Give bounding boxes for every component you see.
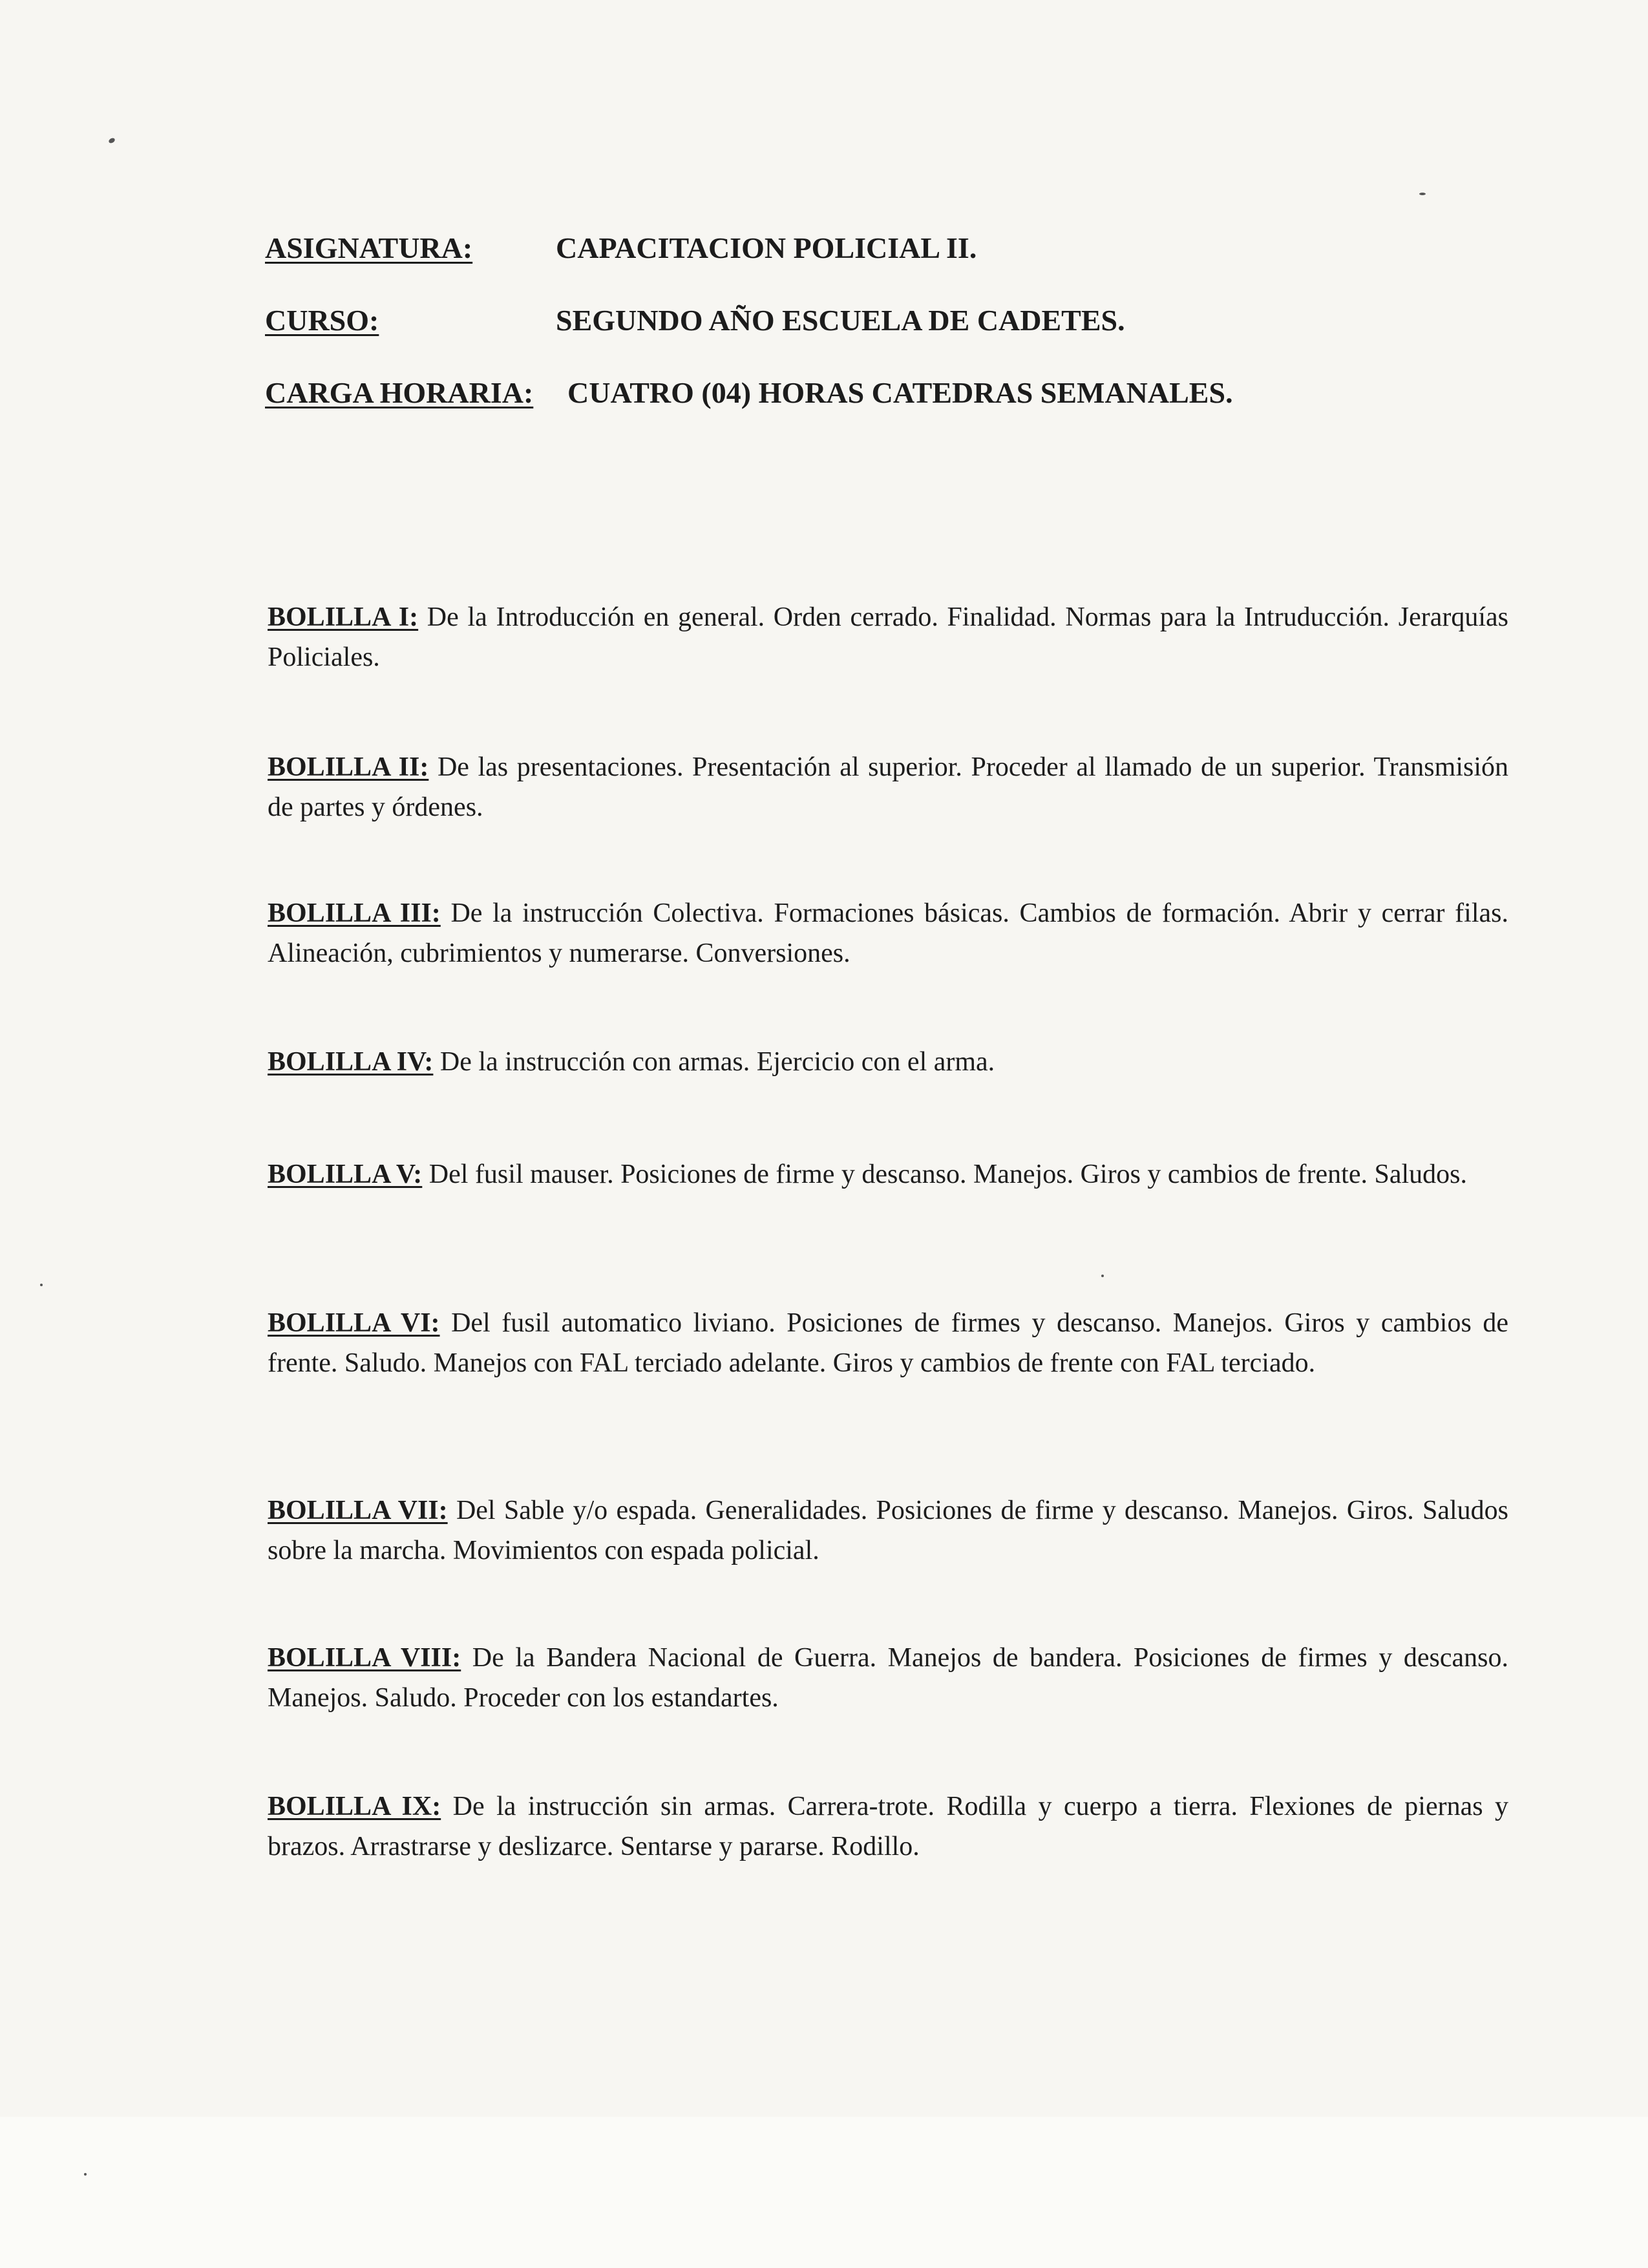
unit-bolilla-4 xyxy=(268,1042,1508,1082)
scan-speck xyxy=(108,137,116,144)
unit-text: Del fusil mauser. Posiciones de firme y descanso. Manejos. Giros y cambios de frente. Saludos. xyxy=(428,1160,1467,1189)
header-curso-label: CURSO: xyxy=(265,304,379,337)
unit-label: BOLILLA III: xyxy=(268,898,441,928)
unit-text: De la instrucción Colectiva. Formaciones básicas. Cambios de formación. Abrir y cerrar filas. Alineación, cubrimientos y numerarse. Conversiones. xyxy=(268,898,1508,968)
unit-label: BOLILLA I: xyxy=(268,602,419,632)
unit-bolilla-2 xyxy=(268,747,1508,827)
header-asignatura-label: ASIGNATURA: xyxy=(265,231,473,264)
unit-label: BOLILLA V: xyxy=(268,1160,423,1189)
unit-bolilla-1 xyxy=(268,597,1508,677)
scan-speck xyxy=(40,1284,43,1286)
header-curso xyxy=(265,301,1125,340)
unit-label: BOLILLA IX: xyxy=(268,1792,441,1821)
unit-text: De las presentaciones. Presentación al superior. Proceder al llamado de un superior. Transmisión de partes y órdenes. xyxy=(268,752,1509,822)
unit-text: Del fusil automatico liviano. Posiciones de firmes y descanso. Manejos. Giros y cambios de frente. Saludo. Manejos con FAL terciado adelante. Giros y cambios de frente con FAL terciado. xyxy=(268,1308,1508,1378)
unit-label: BOLILLA VII: xyxy=(268,1496,448,1525)
unit-bolilla-8 xyxy=(268,1638,1508,1718)
header-asignatura-value: CAPACITACION POLICIAL II. xyxy=(556,231,977,264)
scan-speck xyxy=(1101,1275,1104,1277)
scan-speck xyxy=(1419,193,1426,195)
unit-label: BOLILLA II: xyxy=(268,752,429,782)
header-curso-value: SEGUNDO AÑO ESCUELA DE CADETES. xyxy=(556,304,1125,337)
unit-text: De la instrucción con armas. Ejercicio con el arma. xyxy=(439,1047,995,1077)
unit-text: De la instrucción sin armas. Carrera-trote. Rodilla y cuerpo a tierra. Flexiones de piernas y brazos. Arrastrarse y deslizarce. Sentarse y pararse. Rodillo. xyxy=(268,1792,1509,1861)
unit-text: De la Introducción en general. Orden cerrado. Finalidad. Normas para la Intruducción. Jerarquías Policiales. xyxy=(268,602,1508,672)
unit-label: BOLILLA VIII: xyxy=(268,1643,461,1673)
unit-bolilla-3 xyxy=(268,893,1508,973)
scan-speck xyxy=(84,2173,87,2176)
unit-bolilla-6 xyxy=(268,1303,1508,1383)
unit-text: Del Sable y/o espada. Generalidades. Posiciones de firme y descanso. Manejos. Giros. Saludos sobre la marcha. Movimientos con espada policial. xyxy=(268,1496,1509,1565)
header-carga-horaria-label: CARGA HORARIA: xyxy=(265,376,534,409)
scan-bottom-band xyxy=(0,2117,1648,2268)
unit-label: BOLILLA IV: xyxy=(268,1047,434,1077)
unit-label: BOLILLA VI: xyxy=(268,1308,440,1338)
header-asignatura xyxy=(265,229,977,268)
unit-bolilla-7 xyxy=(268,1490,1508,1571)
unit-text: De la Bandera Nacional de Guerra. Manejos de bandera. Posiciones de firmes y descanso. Manejos. Saludo. Proceder con los estandartes. xyxy=(268,1643,1508,1713)
unit-bolilla-5 xyxy=(268,1154,1508,1194)
unit-bolilla-9 xyxy=(268,1786,1508,1867)
header-carga-horaria xyxy=(265,374,1233,412)
header-carga-horaria-value: CUATRO (04) HORAS CATEDRAS SEMANALES. xyxy=(567,376,1233,409)
